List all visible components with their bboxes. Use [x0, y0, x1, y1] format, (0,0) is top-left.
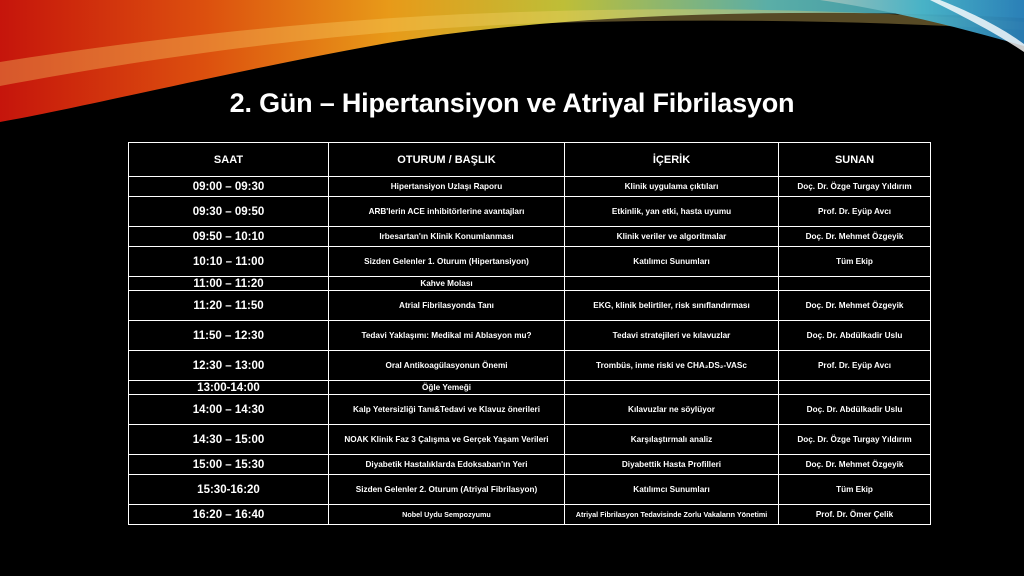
header-session: OTURUM / BAŞLIK — [329, 143, 565, 177]
row-content — [565, 381, 779, 395]
table-row — [129, 505, 931, 525]
table-row — [129, 291, 931, 321]
table-row — [129, 321, 931, 351]
table-row — [129, 381, 931, 395]
row-presenter: Doç. Dr. Mehmet Özgeyik — [779, 455, 931, 475]
row-content: Klinik veriler ve algoritmalar — [565, 227, 779, 247]
row-session: Sizden Gelenler 2. Oturum (Atriyal Fibrilasyon) — [329, 475, 565, 505]
table-row — [129, 197, 931, 227]
row-time: 11:50 – 12:30 — [129, 321, 329, 351]
row-time: 16:20 – 16:40 — [129, 505, 329, 525]
row-content: Trombüs, inme riski ve CHA₂DS₂-VASc — [565, 351, 779, 381]
row-time: 09:50 – 10:10 — [129, 227, 329, 247]
row-content: Kılavuzlar ne söylüyor — [565, 395, 779, 425]
row-time: 14:00 – 14:30 — [129, 395, 329, 425]
row-session: Hipertansiyon Uzlaşı Raporu — [329, 177, 565, 197]
header-time: SAAT — [129, 143, 329, 177]
row-session: Nobel Uydu Sempozyumu — [329, 505, 565, 525]
row-time: 10:10 – 11:00 — [129, 247, 329, 277]
row-presenter: Doç. Dr. Özge Turgay Yıldırım — [779, 177, 931, 197]
row-time: 15:00 – 15:30 — [129, 455, 329, 475]
row-session: Diyabetik Hastalıklarda Edoksaban'ın Yeri — [329, 455, 565, 475]
row-session: Oral Antikoagülasyonun Önemi — [329, 351, 565, 381]
row-presenter: Doç. Dr. Mehmet Özgeyik — [779, 291, 931, 321]
row-content: Klinik uygulama çıktıları — [565, 177, 779, 197]
row-presenter — [779, 381, 931, 395]
row-session: ARB'lerin ACE inhibitörlerine avantajları — [329, 197, 565, 227]
row-presenter: Prof. Dr. Eyüp Avcı — [779, 351, 931, 381]
row-time: 13:00-14:00 — [129, 381, 329, 395]
row-content — [565, 277, 779, 291]
row-presenter: Prof. Dr. Ömer Çelik — [779, 505, 931, 525]
row-time: 14:30 – 15:00 — [129, 425, 329, 455]
row-content: Etkinlik, yan etki, hasta uyumu — [565, 197, 779, 227]
table-row — [129, 455, 931, 475]
row-session: Öğle Yemeği — [329, 381, 565, 395]
table-header-row — [129, 143, 931, 177]
row-session: Irbesartan'ın Klinik Konumlanması — [329, 227, 565, 247]
header-presenter: SUNAN — [779, 143, 931, 177]
row-presenter: Tüm Ekip — [779, 247, 931, 277]
table-row — [129, 247, 931, 277]
row-content: Katılımcı Sunumları — [565, 475, 779, 505]
row-time: 09:00 – 09:30 — [129, 177, 329, 197]
row-presenter: Doç. Dr. Mehmet Özgeyik — [779, 227, 931, 247]
slide-title: 2. Gün – Hipertansiyon ve Atriyal Fibrilasyon — [229, 88, 795, 118]
row-presenter: Doç. Dr. Abdülkadir Uslu — [779, 395, 931, 425]
row-session: Kalp Yetersizliği Tanı&Tedavi ve Klavuz önerileri — [329, 395, 565, 425]
row-time: 12:30 – 13:00 — [129, 351, 329, 381]
row-time: 11:00 – 11:20 — [129, 277, 329, 291]
row-content: Diyabettik Hasta Profilleri — [565, 455, 779, 475]
schedule-table — [128, 142, 931, 525]
row-session: NOAK Klinik Faz 3 Çalışma ve Gerçek Yaşam Verileri — [329, 425, 565, 455]
row-content: Katılımcı Sunumları — [565, 247, 779, 277]
row-session: Kahve Molası — [329, 277, 565, 291]
row-presenter: Tüm Ekip — [779, 475, 931, 505]
row-presenter — [779, 277, 931, 291]
row-session: Atrial Fibrilasyonda Tanı — [329, 291, 565, 321]
row-content: Tedavi stratejileri ve kılavuzlar — [565, 321, 779, 351]
row-session: Tedavi Yaklaşımı: Medikal mi Ablasyon mu? — [329, 321, 565, 351]
table-row — [129, 351, 931, 381]
header-content: İÇERİK — [565, 143, 779, 177]
row-presenter: Doç. Dr. Özge Turgay Yıldırım — [779, 425, 931, 455]
row-presenter: Doç. Dr. Abdülkadir Uslu — [779, 321, 931, 351]
row-content: EKG, klinik belirtiler, risk sınıflandırması — [565, 291, 779, 321]
row-session: Sizden Gelenler 1. Oturum (Hipertansiyon) — [329, 247, 565, 277]
table-row — [129, 227, 931, 247]
row-content: Atriyal Fibrilasyon Tedavisinde Zorlu Vakaların Yönetimi — [565, 505, 779, 525]
row-time: 15:30-16:20 — [129, 475, 329, 505]
table-row — [129, 475, 931, 505]
table-row — [129, 395, 931, 425]
table-row — [129, 277, 931, 291]
row-time: 11:20 – 11:50 — [129, 291, 329, 321]
row-time: 09:30 – 09:50 — [129, 197, 329, 227]
table-row — [129, 177, 931, 197]
row-presenter: Prof. Dr. Eyüp Avcı — [779, 197, 931, 227]
row-content: Karşılaştırmalı analiz — [565, 425, 779, 455]
table-row — [129, 425, 931, 455]
